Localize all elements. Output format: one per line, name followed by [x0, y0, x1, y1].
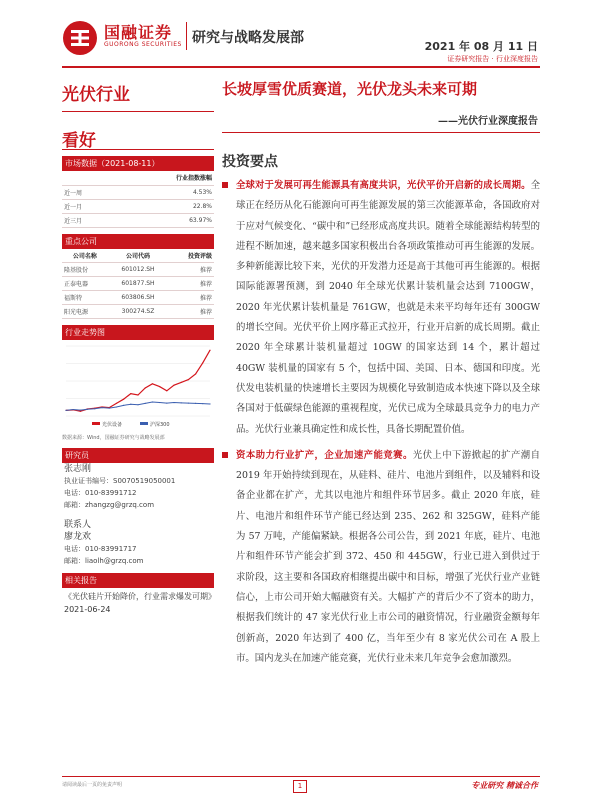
- period-cell: 近三月: [62, 213, 116, 227]
- company-code-cell: 603806.SH: [108, 291, 169, 305]
- legend-label-pv: 光伏设备: [102, 422, 123, 428]
- company-name-cell: 阳光电源: [62, 305, 108, 319]
- footer-slogan: 专业研究 精诚合作: [471, 781, 538, 790]
- data-point: [195, 373, 196, 374]
- data-point: [65, 410, 66, 411]
- data-point: [80, 411, 81, 412]
- company-name-en: GUORONG SECURITIES: [104, 41, 182, 48]
- bullet-icon: [222, 182, 228, 188]
- trend-chart-heading: 行业走势图: [62, 325, 214, 340]
- table-row: [62, 185, 214, 199]
- chart-source: 数据来源：Wind，国融证券研究与战略发展部: [62, 435, 165, 441]
- report-date: 2021 年 08 月 11 日: [424, 40, 538, 53]
- series-line-pv: [66, 350, 210, 411]
- table-header-cell: 公司名称: [62, 249, 108, 263]
- data-point: [159, 402, 160, 403]
- paragraph-text: 光伏上中下游掀起的扩产潮自 2019 年开始持续到现在，从硅料、硅片、电池片到组件，以及辅料和设备企业都在扩产，尤其以电池片和组件环节居多。截止 2020 年底，硅片、电池片和组件环节产能已经达到 235、262 和 325GW，硅料产能为 57 万吨，产能偏紧缺。根据各公司公告，到 2021 年底，硅片、电池片和组件环节产能会扩到 372、450 和 445GW，行业已进入到供过于求阶段，这主要和各国政府相继提出碳中和目标，增强了光伏行业产业链信心，上市公司开始大幅融资有关。大幅扩产的背后少不了资本的助力，根据我们统计的 47 家光伏行业上市公司的融资情况，行业融资金额每年创新高，2020 年达到了 400 亿，当年至少有 8 家光伏公司在 A 股上市。国内龙头在加速产能竞赛，光伏行业未来几年竞争会愈加激烈。: [236, 449, 540, 664]
- title-rule: [222, 132, 540, 133]
- analyst-heading: 研究员: [62, 448, 214, 463]
- data-point: [173, 385, 174, 386]
- chart-points: [65, 350, 210, 412]
- data-point: [188, 379, 189, 380]
- company-code-cell: 300274.SZ: [108, 305, 169, 319]
- value-cell: 4.53%: [116, 185, 214, 199]
- data-point: [195, 403, 196, 404]
- page-number: 1: [293, 780, 307, 793]
- analyst-email: 邮箱：zhangzg@grzq.com: [64, 501, 155, 509]
- key-companies-heading: 重点公司: [62, 234, 214, 249]
- data-point: [173, 402, 174, 403]
- data-point: [181, 382, 182, 383]
- table-row: [62, 305, 214, 319]
- data-point: [80, 410, 81, 411]
- table-row: [62, 277, 214, 291]
- key-companies-table: [62, 249, 214, 320]
- trend-chart: [62, 342, 214, 432]
- paragraph-2: [222, 446, 540, 669]
- analyst-cert: 执业证书编号：S0070519050001: [64, 477, 176, 485]
- paragraph-lead: 全球对于发展可再生能源具有高度共识，光伏平价开启新的成长周期。: [236, 180, 531, 191]
- table-header-cell: [62, 171, 116, 185]
- data-point: [152, 383, 153, 384]
- company-logo-icon: [62, 20, 98, 56]
- data-point: [202, 362, 203, 363]
- related-report-link[interactable]: 《光伏硅片开始降价，行业需求爆发可期》2021-06-24: [64, 592, 212, 614]
- market-data-table: [62, 171, 214, 228]
- legend-swatch-hs300: [140, 422, 148, 425]
- data-point: [94, 408, 95, 409]
- table-header-row: [62, 171, 214, 185]
- data-point: [202, 403, 203, 404]
- report-type: 证券研究报告 · 行业深度报告: [447, 55, 538, 63]
- company-rating-cell: 推荐: [168, 277, 214, 291]
- market-data-heading: 市场数据（2021-08-11）: [62, 156, 214, 171]
- paragraph-lead: 资本助力行业扩产，企业加速产能竞赛。: [236, 449, 413, 461]
- data-point: [209, 403, 210, 404]
- table-header-row: [62, 249, 214, 263]
- contact-role: 联系人: [64, 520, 92, 530]
- industry-rating: 看好: [62, 126, 214, 150]
- data-point: [123, 405, 124, 406]
- data-point: [123, 399, 124, 400]
- analyst-info: [62, 463, 214, 567]
- data-point: [116, 406, 117, 407]
- data-point: [145, 403, 146, 404]
- data-point: [159, 386, 160, 387]
- bullet-icon: [222, 452, 228, 458]
- industry-name: 光伏行业: [62, 68, 214, 112]
- analyst-phone: 电话：010-83991712: [64, 489, 137, 497]
- analyst-name: 张志刚: [64, 464, 92, 474]
- report-body: [222, 176, 540, 675]
- paragraph-1: [222, 176, 540, 440]
- company-code-cell: 601877.SH: [108, 277, 169, 291]
- related-reports-heading: 相关报告: [62, 573, 214, 588]
- period-cell: 近一月: [62, 199, 116, 213]
- paragraph-text: 全球正在经历从化石能源向可再生能源发展的第三次能源革命，各国政府对于应对气候变化、“碳中和”已经形成高度共识。随着全球能源结构转型的进程不断加速，越来越多国家积极出台各项政策推动可再生能源的发展。多种新能源比较下来，光伏的开发潜力还是高于其他可再生能源的。根据国际能源署预测，到 2040 年全球光伏累计装机量会达到 7100GW，2020 年光伏累计装机量是 761GW，也就是未来平均每年还有 300GW 的增长空间。光伏平价上网序幕正式拉开，行业开启新的成长周期。截止 2020 年全球累计装机量超过 10GW 的国家达到 14 个，累计超过 40GW 装机量的国家有 5 个，包括中国、美国、日本、德国和印度。光伏发电装机量的快速增长主要因为规模化导致制造成本快速下降以及全球各国对于低碳绿色能源的重视程度，光伏已成为全球最具竞争力的电力产品。光伏行业兼具确定性和成长性，具备长期配置价值。: [236, 180, 540, 435]
- data-point: [145, 387, 146, 388]
- company-name: 国融证券: [104, 23, 173, 42]
- chart-grid: [66, 346, 210, 416]
- contact-name: 廖龙欢: [64, 532, 92, 542]
- company-rating-cell: 推荐: [168, 291, 214, 305]
- report-title: 长坡厚雪优质赛道，光伏龙头未来可期: [222, 80, 478, 98]
- company-name-cell: 福斯特: [62, 291, 108, 305]
- value-cell: 22.8%: [116, 199, 214, 213]
- data-point: [166, 403, 167, 404]
- company-name-cell: 正泰电器: [62, 277, 108, 291]
- data-point: [116, 403, 117, 404]
- trend-chart-svg: [62, 342, 214, 432]
- footer-rule: [62, 776, 540, 777]
- data-point: [101, 407, 102, 408]
- data-point: [166, 390, 167, 391]
- data-point: [130, 404, 131, 405]
- table-header-cell: 公司代码: [108, 249, 169, 263]
- data-point: [137, 394, 138, 395]
- report-subtitle: ——光伏行业深度报告: [438, 116, 538, 127]
- table-header-cell: 行业指数涨幅: [116, 171, 214, 185]
- header-divider: [186, 22, 187, 50]
- section-title: 投资要点: [222, 154, 278, 170]
- contact-phone: 电话：010-83991717: [64, 545, 137, 553]
- data-point: [209, 350, 210, 351]
- data-point: [137, 404, 138, 405]
- company-name-cell: 隆基股份: [62, 263, 108, 277]
- value-cell: 63.97%: [116, 213, 214, 227]
- department-name: 研究与战略发展部: [192, 30, 304, 46]
- company-code-cell: 601012.SH: [108, 263, 169, 277]
- data-point: [181, 402, 182, 403]
- table-row: [62, 291, 214, 305]
- company-rating-cell: 推荐: [168, 263, 214, 277]
- table-row: [62, 213, 214, 227]
- data-point: [188, 403, 189, 404]
- disclaimer-note: 请阅读最后一页的免责声明: [62, 782, 123, 788]
- data-point: [130, 393, 131, 394]
- legend-swatch-pv: [92, 422, 100, 425]
- data-point: [109, 408, 110, 409]
- table-row: [62, 199, 214, 213]
- table-row: [62, 263, 214, 277]
- legend-label-hs300: 沪深300: [150, 422, 170, 428]
- data-point: [152, 401, 153, 402]
- company-rating-cell: 推荐: [168, 305, 214, 319]
- sidebar: [62, 68, 214, 616]
- data-point: [73, 409, 74, 410]
- period-cell: 近一周: [62, 185, 116, 199]
- data-point: [87, 409, 88, 410]
- contact-email: 邮箱：liaolh@grzq.com: [64, 557, 144, 565]
- table-header-cell: 投资评级: [168, 249, 214, 263]
